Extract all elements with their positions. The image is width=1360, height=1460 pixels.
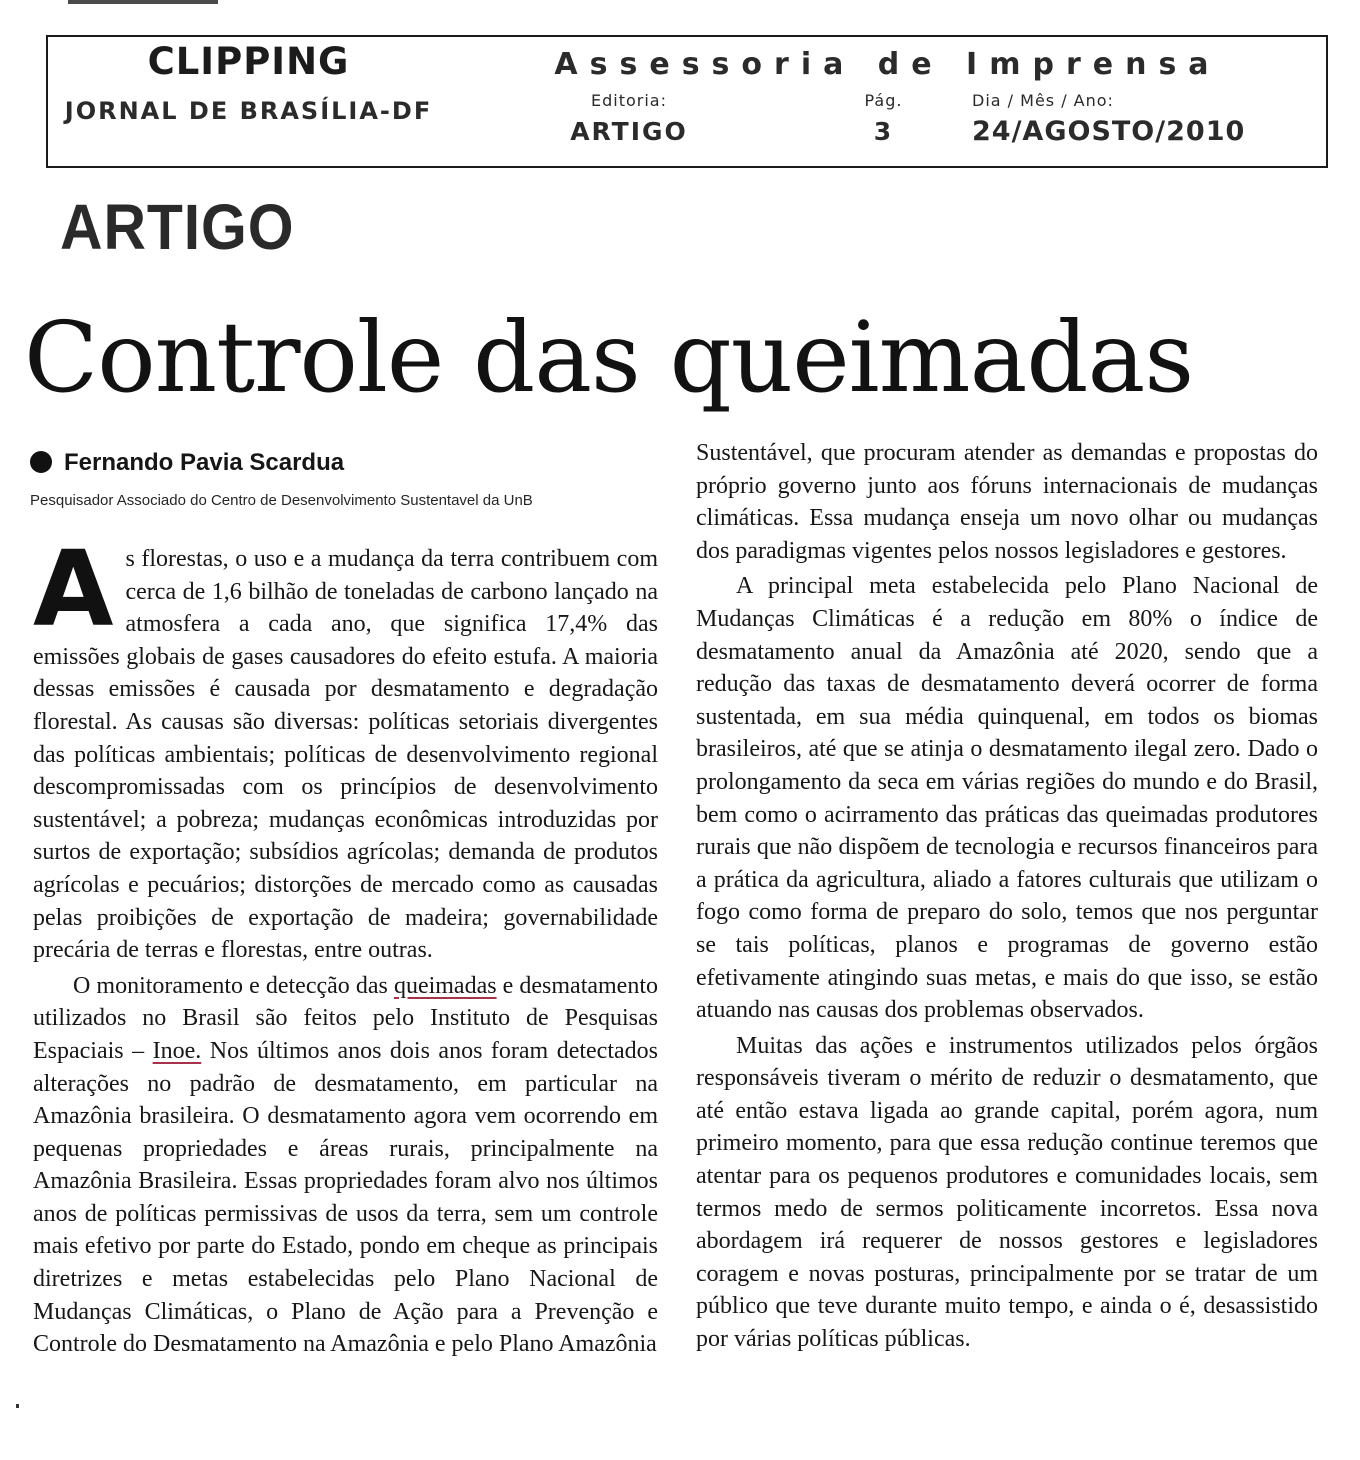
paragraph-text: e desmatamento utilizados no Brasil são feitos pelo Instituto de Pesquisas Espaciais – [33,972,659,1064]
section-label: ARTIGO [60,191,295,263]
paragraph-text: s florestas, o uso e a mudança da terra contribuem com cerca de 1,6 bilhão de toneladas de carbono lançado na atmosfera a cada ano, que significa 17,4% das emissões globais de gases causadores do efeito estufa. A maioria dessas emissões é causada por desmatamento e degradação florestal. As causas são diversas: políticas setoriais divergentes das políticas ambientais; políticas de desenvolvimento regional descompromissadas com os princípios de desenvolvimento sustentável; a pobreza; mudanças econômicas introduzidas por surtos de exportação; subsídios agrícolas; demanda de produtos agrícolas e pecuários; distorções de mercado como as causadas pelas proibições de exportação de madeira; governabilidade precária de terras e florestas, entre outras. [33,546,658,964]
date-cell [958,87,1326,166]
paragraph-text: Nos últimos anos dois anos foram detectados alterações no padrão de desmatamento, em particular na Amazônia brasileira. O desmatamento agora vem ocorrendo em pequenas propriedades e áreas rurais, principalmente na Amazônia Brasileira. Essas propriedades foram alvo nos últimos anos de políticas permissivas de usos da terra, sem um controle mais efetivo por parte do Estado, pondo em cheque as principais diretrizes e metas estabelecidas pelo Plano Nacional de Mudanças Climáticas, o Plano de Ação para a Prevenção e Controle do Desmatamento na Amazônia e pelo Plano Amazônia [33,1037,658,1358]
newspaper-name: JORNAL DE BRASÍLIA-DF [64,97,433,125]
newspaper-cell [48,87,449,166]
author-name: Fernando Pavia Scardua [64,449,345,476]
assessoria-label: Assessoria de Imprensa [554,47,1221,82]
bullet-icon [30,451,52,473]
editoria-cell [449,87,809,166]
page-cell [809,87,958,166]
drop-cap: A [33,528,114,650]
article-headline: Controle das queimadas [24,301,1194,414]
paragraph: A principal meta estabelecida pelo Plano Nacional de Mudanças Climáticas é a redução em 80% o índice de desmatamento anual da Amazônia até 2020, sendo que a redução das taxas de desmatamento deverá ocorrer de forma sustentada, em sua média quinquenal, em todos os biomas brasileiros, até que se atinja o desmatamento ilegal zero. Dado o prolongamento da seca em várias regiões do mundo e do Brasil, bem como o acirramento das práticas das queimadas produtores rurais que não dispõem de tecnologia e recursos financeiros para a prática da agricultura, aliado a fatores culturais que utilizam o fogo como forma de preparo do solo, temos que nos perguntar se tais políticas, planos e programas de governo estão efetivamente atingindo suas metas, e mais do que isso, se estão atuando nas causas dos problemas observados. [696,573,1318,1024]
clipping-header-table [46,35,1328,168]
scan-speck [16,1404,19,1408]
paragraph-text: O monitoramento e detecção das [73,972,394,999]
underlined-word: queimadas [393,972,497,999]
editoria-label: Editoria: [591,91,667,110]
paragraph: Sustentável, que procuram atender as demandas e propostas do próprio governo junto aos fóruns internacionais de mudanças climáticas. Essa mudança enseja um novo olhar ou mudanças dos paradigmas vigentes pelos nossos legisladores e gestores. [696,440,1318,564]
article-column-left [33,528,659,1364]
clipping-cell [48,37,449,87]
date-label: Dia / Mês / Ano: [972,91,1114,110]
clipping-label: CLIPPING [147,40,350,83]
page-value: 3 [873,117,894,146]
assessoria-cell [449,37,1326,87]
paragraph: Muitas das ações e instrumentos utilizados pelos órgãos responsáveis tiveram o mérito de reduzir o desmatamento, que até então estava ligada ao grande capital, porém agora, num primeiro momento, para que essa redução continue teremos que atentar para os pequenos produtores e comunidades locais, sem termos medo de sermos politicamente incorretos. Essa nova abordagem irá requerer de nossos gestores e legisladores coragem e novas posturas, principalmente por se tratar de um público que teve durante muito tempo, e ainda o é, desassistido por várias políticas públicas. [696,1032,1318,1353]
paragraph [33,528,658,967]
editoria-value: ARTIGO [570,117,688,146]
page-label: Pág. [864,91,903,110]
date-value: 24/AGOSTO/2010 [972,116,1246,147]
scan-edge-mark [68,0,218,4]
underlined-word: Inoe. [152,1037,202,1064]
article-column-right [696,437,1318,1359]
paragraph [33,970,658,1361]
author-byline [30,446,344,480]
author-affiliation: Pesquisador Associado do Centro de Desenvolvimento Sustentavel da UnB [30,492,533,509]
